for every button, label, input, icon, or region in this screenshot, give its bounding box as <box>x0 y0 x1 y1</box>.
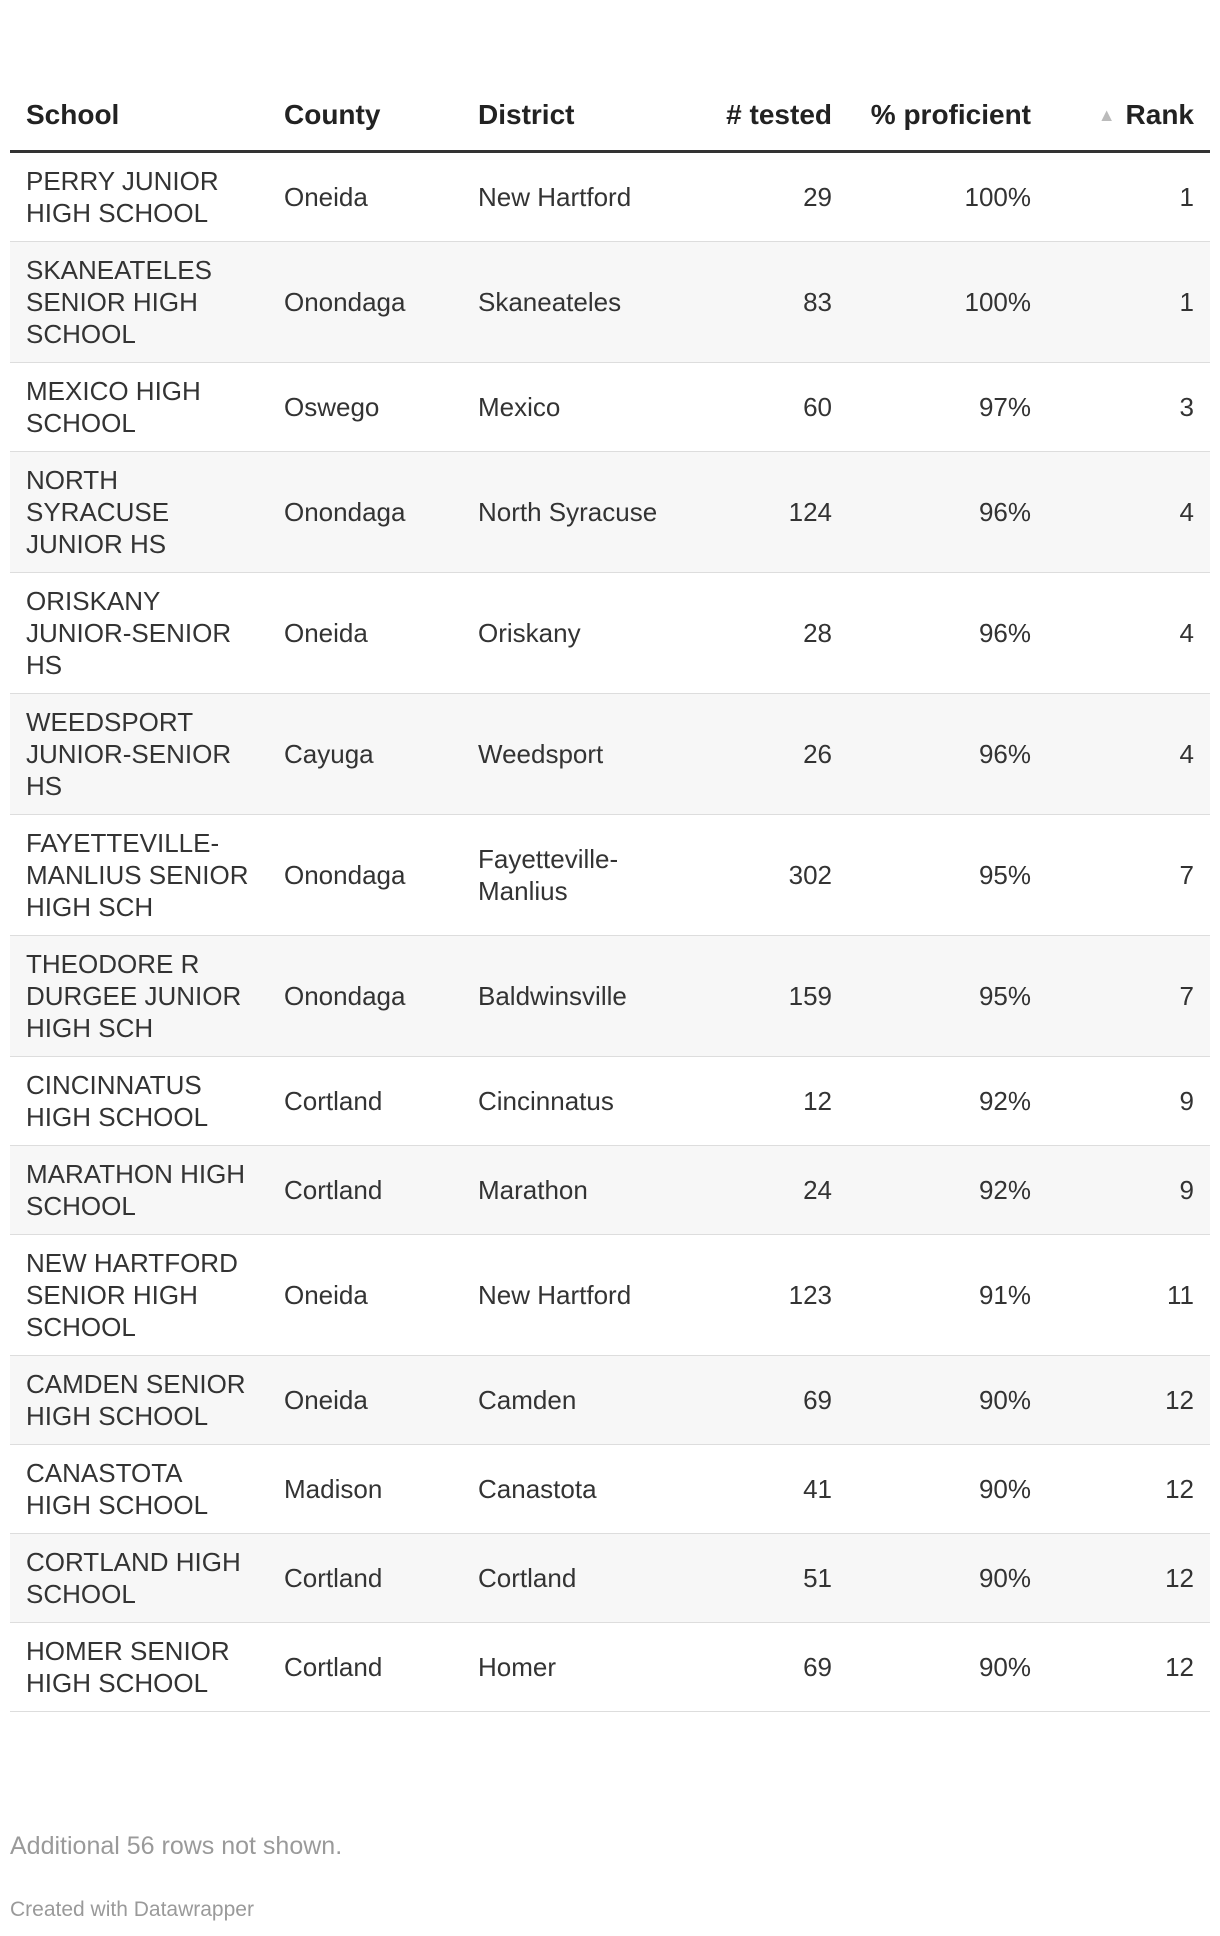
cell-proficient: 90% <box>848 1623 1047 1712</box>
cell-school: MEXICO HIGH SCHOOL <box>10 363 268 452</box>
cell-county: Onondaga <box>268 815 462 936</box>
cell-district: Mexico <box>462 363 692 452</box>
header-row <box>10 40 1210 152</box>
cell-rank: 9 <box>1047 1146 1210 1235</box>
cell-tested: 26 <box>692 694 848 815</box>
cell-district: Fayetteville-Manlius <box>462 815 692 936</box>
cell-county: Cortland <box>268 1534 462 1623</box>
cell-rank: 12 <box>1047 1534 1210 1623</box>
cell-proficient: 100% <box>848 242 1047 363</box>
table-row <box>10 1356 1210 1445</box>
cell-tested: 123 <box>692 1235 848 1356</box>
table-row <box>10 1146 1210 1235</box>
table-header <box>10 40 1210 152</box>
cell-school: CINCINNATUS HIGH SCHOOL <box>10 1057 268 1146</box>
cell-county: Onondaga <box>268 452 462 573</box>
cell-proficient: 90% <box>848 1356 1047 1445</box>
cell-tested: 12 <box>692 1057 848 1146</box>
table-row <box>10 815 1210 936</box>
cell-district: Homer <box>462 1623 692 1712</box>
table-row <box>10 1057 1210 1146</box>
cell-county: Oneida <box>268 1235 462 1356</box>
cell-district: Oriskany <box>462 573 692 694</box>
column-header-tested[interactable]: # tested <box>692 40 848 152</box>
cell-tested: 41 <box>692 1445 848 1534</box>
table-row <box>10 452 1210 573</box>
table-row <box>10 1623 1210 1712</box>
cell-tested: 24 <box>692 1146 848 1235</box>
table-row <box>10 1445 1210 1534</box>
cell-district: Canastota <box>462 1445 692 1534</box>
cell-school: NEW HARTFORD SENIOR HIGH SCHOOL <box>10 1235 268 1356</box>
table-row <box>10 152 1210 242</box>
column-header-rank[interactable]: ▲ Rank <box>1047 40 1210 152</box>
cell-rank: 9 <box>1047 1057 1210 1146</box>
cell-district: Cincinnatus <box>462 1057 692 1146</box>
table-row <box>10 363 1210 452</box>
cell-proficient: 96% <box>848 694 1047 815</box>
cell-district: Camden <box>462 1356 692 1445</box>
cell-county: Cayuga <box>268 694 462 815</box>
cell-district: Skaneateles <box>462 242 692 363</box>
table-row <box>10 573 1210 694</box>
cell-school: ORISKANY JUNIOR-SENIOR HS <box>10 573 268 694</box>
cell-tested: 159 <box>692 936 848 1057</box>
cell-school: FAYETTEVILLE-MANLIUS SENIOR HIGH SCH <box>10 815 268 936</box>
cell-county: Cortland <box>268 1057 462 1146</box>
cell-proficient: 91% <box>848 1235 1047 1356</box>
table-row <box>10 936 1210 1057</box>
cell-proficient: 95% <box>848 936 1047 1057</box>
cell-county: Onondaga <box>268 242 462 363</box>
cell-tested: 69 <box>692 1623 848 1712</box>
cell-proficient: 100% <box>848 152 1047 242</box>
column-header-district[interactable]: District <box>462 40 692 152</box>
cell-rank: 12 <box>1047 1623 1210 1712</box>
cell-school: WEEDSPORT JUNIOR-SENIOR HS <box>10 694 268 815</box>
cell-school: SKANEATELES SENIOR HIGH SCHOOL <box>10 242 268 363</box>
cell-county: Oswego <box>268 363 462 452</box>
cell-county: Madison <box>268 1445 462 1534</box>
table-row <box>10 242 1210 363</box>
cell-district: New Hartford <box>462 1235 692 1356</box>
table-row <box>10 694 1210 815</box>
cell-district: New Hartford <box>462 152 692 242</box>
cell-proficient: 96% <box>848 573 1047 694</box>
cell-school: PERRY JUNIOR HIGH SCHOOL <box>10 152 268 242</box>
cell-district: Weedsport <box>462 694 692 815</box>
column-header-school[interactable]: School <box>10 40 268 152</box>
cell-school: NORTH SYRACUSE JUNIOR HS <box>10 452 268 573</box>
cell-rank: 4 <box>1047 452 1210 573</box>
datawrapper-credit[interactable]: Created with Datawrapper <box>10 1898 254 1921</box>
cell-school: MARATHON HIGH SCHOOL <box>10 1146 268 1235</box>
table-row <box>10 1534 1210 1623</box>
cell-rank: 12 <box>1047 1356 1210 1445</box>
column-header-county[interactable]: County <box>268 40 462 152</box>
cell-county: Cortland <box>268 1623 462 1712</box>
cell-tested: 302 <box>692 815 848 936</box>
cell-school: CAMDEN SENIOR HIGH SCHOOL <box>10 1356 268 1445</box>
cell-proficient: 90% <box>848 1534 1047 1623</box>
cell-school: CORTLAND HIGH SCHOOL <box>10 1534 268 1623</box>
cell-rank: 12 <box>1047 1445 1210 1534</box>
cell-tested: 28 <box>692 573 848 694</box>
cell-school: CANASTOTA HIGH SCHOOL <box>10 1445 268 1534</box>
cell-tested: 69 <box>692 1356 848 1445</box>
table-row <box>10 1235 1210 1356</box>
cell-tested: 124 <box>692 452 848 573</box>
cell-school: THEODORE R DURGEE JUNIOR HIGH SCH <box>10 936 268 1057</box>
ranking-table <box>10 40 1210 1712</box>
cell-rank: 3 <box>1047 363 1210 452</box>
cell-rank: 1 <box>1047 242 1210 363</box>
cell-district: Baldwinsville <box>462 936 692 1057</box>
cell-school: HOMER SENIOR HIGH SCHOOL <box>10 1623 268 1712</box>
cell-tested: 83 <box>692 242 848 363</box>
cell-rank: 7 <box>1047 815 1210 936</box>
cell-district: Cortland <box>462 1534 692 1623</box>
cell-county: Oneida <box>268 1356 462 1445</box>
cell-rank: 7 <box>1047 936 1210 1057</box>
cell-county: Onondaga <box>268 936 462 1057</box>
cell-district: Marathon <box>462 1146 692 1235</box>
cell-district: North Syracuse <box>462 452 692 573</box>
cell-county: Oneida <box>268 152 462 242</box>
cell-rank: 11 <box>1047 1235 1210 1356</box>
cell-rank: 4 <box>1047 573 1210 694</box>
cell-rank: 4 <box>1047 694 1210 815</box>
cell-proficient: 92% <box>848 1057 1047 1146</box>
cell-tested: 29 <box>692 152 848 242</box>
cell-tested: 51 <box>692 1534 848 1623</box>
table-body <box>10 152 1210 1712</box>
sort-ascending-icon: ▲ <box>1097 105 1116 125</box>
cell-proficient: 90% <box>848 1445 1047 1534</box>
cell-tested: 60 <box>692 363 848 452</box>
cell-proficient: 97% <box>848 363 1047 452</box>
cell-proficient: 92% <box>848 1146 1047 1235</box>
cell-proficient: 95% <box>848 815 1047 936</box>
column-header-proficient[interactable]: % proficient <box>848 40 1047 152</box>
cell-proficient: 96% <box>848 452 1047 573</box>
table-notes: Additional 56 rows not shown. <box>10 1832 343 1860</box>
cell-county: Cortland <box>268 1146 462 1235</box>
cell-rank: 1 <box>1047 152 1210 242</box>
cell-county: Oneida <box>268 573 462 694</box>
